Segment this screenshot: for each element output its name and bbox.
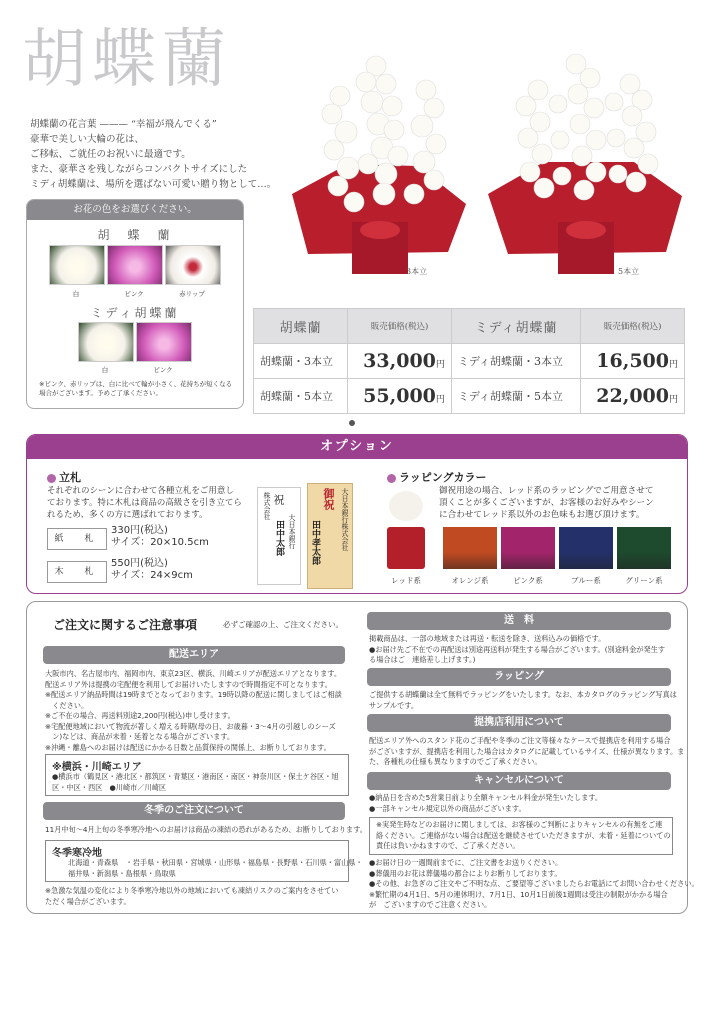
product-price: 22,000円 <box>581 379 685 414</box>
cancel-header: キャンセルについて <box>367 772 671 790</box>
order-notice-box <box>26 601 699 914</box>
color-label: ピンク <box>124 290 144 298</box>
options-box <box>26 434 688 594</box>
intro-text <box>30 117 300 192</box>
color-label: 赤リップ <box>179 290 205 298</box>
partner-text: 配送エリア外へのスタンド花のご手配や冬季のご注文等様々なケースで提携店を利用する場合 がございますが、提携店を利用した場合はカタログに記載しているサイズ、仕様が異なります。ま た、各種札の仕様も異なりますのでご了承ください。 <box>369 736 685 766</box>
wrapping-sample-photo <box>385 487 427 571</box>
tatefuda-desc: それぞれのシーンに合わせて各種立札をご用意し ております。特に木札は商品の高級さを引き立てら れるため、多くの方に選ばれております。 <box>47 486 242 520</box>
winter-note: ※急激な気温の変化により冬季寒冷地以外の地域においても凍結リスクのご案内をさせてい ただく場合がございます。 <box>45 886 339 906</box>
cancel-after-text: ●お届け日の一週間前までに、ご注文書をお送りください。 ●葬儀用のお花は葬儀場の都合によりお断りしております。 ●その他、お急ぎのご注文やご不明な点、ご要望等ございましたらお電話にてお問い合わせください。 ※繁忙期の4月1日、5月の連休明け、7月1日、10月1日前後1週間は受注の制限がかかる場合 が ございますのでご注意ください。 <box>369 858 699 909</box>
yokohama-text: ●横浜市（鶴見区・港北区・都筑区・青葉区・港南区・南区・神奈川区・保土ケ谷区・旭 区・中区・西区 ●川崎市／川崎区 <box>52 772 339 792</box>
price-header: 販売価格(税込) <box>581 309 685 344</box>
intro-line: 胡蝶蘭の花言葉 ——— “幸福が飛んでくる” <box>30 119 217 130</box>
orchid-pink-photo[interactable] <box>107 245 163 285</box>
photo-label: 5本立 <box>618 267 640 276</box>
notice-subtitle: 必ずご確認の上、ご注文ください。 <box>223 620 343 629</box>
paper-tag-label: 紙 札 <box>47 528 107 550</box>
product-name: 胡蝶蘭・3本立 <box>254 344 348 379</box>
notice-title: ご注文に関するご注意事項 <box>53 618 198 632</box>
price-header: 販売価格(税込) <box>348 309 452 344</box>
table-row <box>254 344 685 379</box>
winter-area-text: 北海道・青森県 ・岩手県・秋田県・宮城県・山形県・福島県・長野県・石川県・富山県・ 福井県・新潟県・島根県・鳥取県 <box>68 858 363 878</box>
midi-white-photo[interactable] <box>78 322 134 362</box>
wrapping-notice-text: ご提供する胡蝶蘭は全て無料でラッピングをいたします。なお、本カタログのラッピング写真は サンプルです。 <box>369 690 677 710</box>
color-select-box <box>26 199 244 409</box>
wrapping-desc: 御祝用途の場合、レッド系のラッピングでご用意させて 頂くことが多くございますが、お客様のお好みやシーン に合わせてレッド系以外のお色味もお選び頂けます。 <box>439 486 654 520</box>
cancel-text: ●納品日を含めた5営業日前より全額キャンセル料金が発生いたします。 ●一部キャンセル規定以外の商品がございます。 <box>369 793 603 813</box>
price-header: ミディ胡蝶蘭 <box>451 309 580 344</box>
color-label: 白 <box>72 290 80 298</box>
bullet-icon <box>47 474 56 483</box>
winter-text: 11月中旬〜4月上旬の冬季寒冷地へのお届けは商品の凍結の恐れがあるため、お断りしております。 <box>45 825 367 834</box>
wrap-color-label: ピンク系 <box>513 576 543 585</box>
intro-line: ミディ胡蝶蘭は、場所を選ばない可愛い贈り物として…。 <box>30 179 277 190</box>
wrapping-notice-header: ラッピング <box>367 668 671 686</box>
product-price: 55,000円 <box>348 379 452 414</box>
group-title-midi: ミディ胡蝶蘭 <box>90 306 180 320</box>
yokohama-box <box>45 754 349 796</box>
winter-area-title: 冬季寒冷地 <box>52 848 102 859</box>
price-table <box>253 308 685 414</box>
page-title: 胡蝶蘭 <box>22 23 232 97</box>
product-price: 33,000円 <box>348 344 452 379</box>
orchid-white-photo[interactable] <box>49 245 105 285</box>
wrap-swatch-green[interactable] <box>617 527 671 569</box>
product-name: ミディ胡蝶蘭・3本立 <box>451 344 580 379</box>
options-header: オプション <box>27 435 687 459</box>
winter-area-box <box>45 840 363 882</box>
yokohama-title: ※横浜・川崎エリア <box>52 762 142 773</box>
intro-line: また、豪華さを残しながらコンパクトサイズにした <box>30 164 248 175</box>
product-photo-3 <box>288 44 470 276</box>
price-header: 胡蝶蘭 <box>254 309 348 344</box>
wrap-color-label: レッド系 <box>391 576 421 585</box>
product-photo-5 <box>484 44 686 276</box>
paper-tag-price: 330円(税込) サイズ：20×10.5cm <box>111 525 209 548</box>
product-price: 16,500円 <box>581 344 685 379</box>
winter-header: 冬季のご注文について <box>43 802 345 820</box>
cancel-note-box <box>369 817 673 855</box>
shipping-header: 送 料 <box>367 612 671 630</box>
wrap-swatch-blue[interactable] <box>559 527 613 569</box>
color-label: ピンク <box>153 366 173 374</box>
wrap-color-label: ブルー系 <box>571 576 601 585</box>
intro-line: 豪華で美しい大輪の花は、 <box>30 134 145 145</box>
wood-tag-sample: 御祝 大日本銀行株式会社 田中孝太郎 <box>307 483 353 589</box>
midi-pink-photo[interactable] <box>136 322 192 362</box>
cancel-note-text: ※実発生時などのお届けに関しましては、お客様のご判断によりキャンセルの有無をご連 絡ください。ご連絡がない場合は配送を継続させていただきますが、未着・延着についての 責任は負いかねますので、ご了承ください。 <box>376 820 671 850</box>
partner-header: 提携店利用について <box>367 714 671 732</box>
paper-tag-sample: 祝 株式会社 大日本銀行 田中太郎 <box>257 487 301 585</box>
tatefuda-title: 立札 <box>47 469 81 485</box>
photo-label: 3本立 <box>406 267 428 276</box>
table-row <box>254 379 685 414</box>
wrapping-title: ラッピングカラー <box>387 469 487 485</box>
intro-line: ご移転、ご就任のお祝いに最適です。 <box>30 149 191 160</box>
bullet-icon <box>387 474 396 483</box>
wrap-swatch-pink[interactable] <box>501 527 555 569</box>
product-name: ミディ胡蝶蘭・5本立 <box>451 379 580 414</box>
page-indicator-dot <box>349 420 355 426</box>
color-note: ※ピンク、赤リップは、白に比べて輪が小さく、花持ちが短くなる 場合がございます。予めご了承ください。 <box>39 380 233 397</box>
wood-tag-price: 550円(税込) サイズ：24×9cm <box>111 558 193 581</box>
wood-tag-label: 木 札 <box>47 561 107 583</box>
product-name: 胡蝶蘭・5本立 <box>254 379 348 414</box>
shipping-text: 掲載商品は、一部の地域または再送・転送を除き、送料込みの価格です。 ●お届け先ご不在での再配送は別途再送料が発生する場合がございます。(別途料金が発生す る場合はご 連絡差し上げます。) <box>369 634 666 664</box>
group-title-kochoran: 胡 蝶 蘭 <box>97 228 173 242</box>
color-label: 白 <box>101 366 109 374</box>
wrap-color-label: オレンジ系 <box>451 576 489 585</box>
wrap-color-label: グリーン系 <box>625 576 663 585</box>
wrap-swatch-orange[interactable] <box>443 527 497 569</box>
orchid-redlip-photo[interactable] <box>165 245 221 285</box>
color-select-header: お花の色をお選びください。 <box>27 200 243 220</box>
delivery-area-header: 配送エリア <box>43 646 345 664</box>
delivery-text: 大阪市内、名古屋市内、福岡市内、東京23区、横浜、川崎エリアが配送エリアとなります。 配送エリア外は提携の宅配便を利用してお届けいたしますので時間指定不可となります。 ※配送エリア納品時間は19時までとなっております。19時以降の配送に関しましてはご相談 ください。 ※ご不在の場合、再送料別途2,200円(税込)申し受けます。 ※宅配便地域において物流が著しく増える時期(母の日、お歳暮・3〜4月の引越しのシーズ ン)などは、商品が未着・延着となる場合がございます。 ※沖縄・離島へのお届けは配送にかかる日数と品質保持の関係上、お断りしております。 <box>45 669 342 752</box>
